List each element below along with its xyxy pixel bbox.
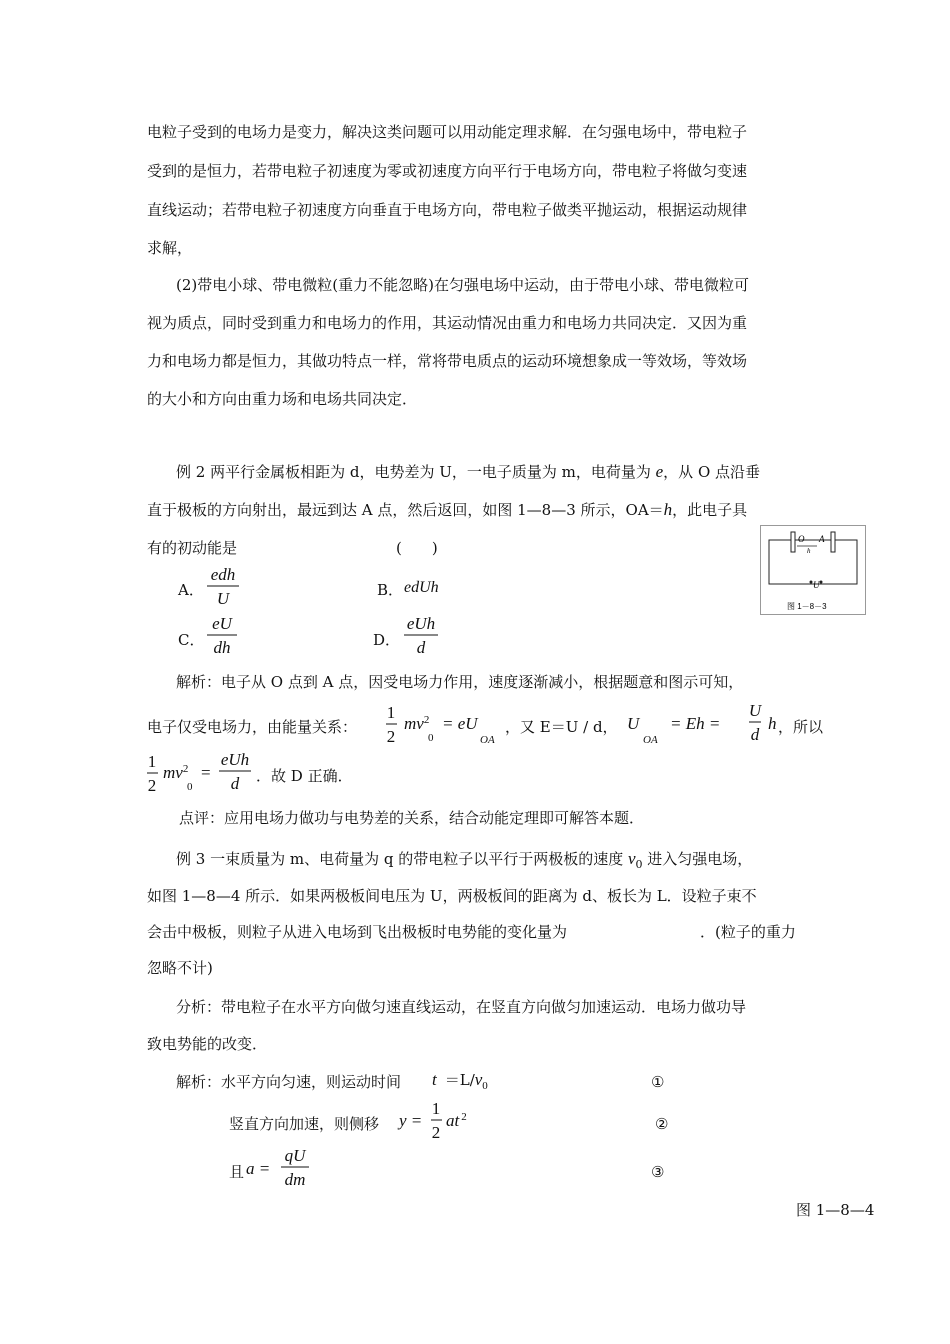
option-b-value: edUh (404, 579, 439, 596)
ex3-step-1: 解析：水平方向匀速，则运动时间 (176, 1073, 402, 1091)
result-mv: $mv^2$ (163, 763, 189, 782)
ex3-analysis-1: 分析：带电粒子在水平方向做匀速直线运动，在竖直方向做匀加速运动．电场力做功导 (176, 998, 747, 1016)
option-a-fraction: edh U (210, 565, 236, 608)
ex2-analysis-line-3: ．故 D 正确． (256, 767, 353, 785)
ex3-step-2: 竖直方向加速，则侧移 (229, 1115, 380, 1133)
result-eq: = (201, 763, 211, 782)
step2-circle: ② (655, 1115, 669, 1133)
eq-eU: = eU (442, 714, 478, 733)
eq-Eh: = Eh = (670, 714, 721, 733)
fig-a-label: A (819, 534, 825, 544)
u-over-d-fraction: U d (748, 701, 762, 744)
step3-a: a = (246, 1159, 271, 1178)
option-b-label: B． (377, 581, 404, 599)
option-c-fraction: eU dh (212, 614, 232, 657)
energy-equation: $mv^2$ (404, 714, 430, 733)
option-d-fraction: eUh d (406, 614, 436, 657)
ex2-analysis-line-2: 电子仅受电场力，由能量关系： (147, 718, 358, 736)
step1-eq: $t =L/v_0$ (432, 1070, 488, 1092)
oa-subscript: OA (480, 734, 495, 746)
ex2-answer-bracket: ( ) (396, 539, 438, 557)
p1-line-1: 电粒子受到的电场力是变力，解决这类问题可以用动能定理求解．在匀强电场中，带电粒子 (147, 123, 748, 141)
ex2-line-1: 例 2 两平行金属板相距为 d，电势差为 U，一电子质量为 m，电荷量为 e，从 O 点沿垂 (176, 462, 761, 481)
step2-at: at $^2$ (446, 1111, 467, 1130)
p2-line-4: 的大小和方向由重力场和电场共同决定． (147, 390, 418, 408)
p2-line-3: 力和电场力都是恒力，其做功特点一样，常将带电质点的运动环境想象成一等效场，等效场 (147, 352, 748, 370)
result-v0-subscript: 0 (187, 781, 193, 793)
fig-h-label: h (807, 547, 811, 555)
ex3-analysis-2: 致电势能的改变． (147, 1035, 268, 1053)
option-c-label: C． (178, 631, 205, 649)
fig-o-label: O (798, 534, 805, 544)
p1-line-3: 直线运动；若带电粒子初速度方向垂直于电场方向，带电粒子做类平抛运动，根据运动规律 (147, 201, 748, 219)
result-fraction: eUh d (220, 750, 250, 793)
step3-circle: ③ (651, 1163, 665, 1181)
fig-u-label: U (813, 580, 820, 590)
ex2-comment: 点评：应用电场力做功与电势差的关系，结合动能定理即可解答本题． (179, 809, 645, 827)
ex2-line-2: 直于极板的方向射出，最远到达 A 点，然后返回，如图 1—8—3 所示，OA＝h，此电子具 (147, 500, 748, 519)
fig-caption-1-8-4: 图 1—8—4 (796, 1201, 875, 1219)
ex3-line-3b: ．(粒子的重力 (700, 923, 796, 941)
ex3-line-3a: 会击中极板，则粒子从进入电场到飞出极板时电势能的变化量为 (147, 923, 568, 941)
p2-line-2: 视为质点，同时受到重力和电场力的作用，其运动情况由重力和电场力共同决定．又因为重 (147, 314, 748, 332)
ex3-line-2: 如图 1—8—4 所示．如果两极板间电压为 U，两极板间的距离为 d、板长为 L．设粒子束不 (147, 887, 757, 905)
fig-caption-1-8-3: 图 1－8－3 (787, 602, 827, 611)
step1-circle: ① (651, 1073, 665, 1091)
option-a-label: A． (178, 581, 204, 599)
ex3-line-1: 例 3 一束质量为 m、电荷量为 q 的带电粒子以平行于两极板的速度 $v_0$ 进入匀强电场， (176, 849, 753, 871)
step2-half-fraction: 1 2 (431, 1099, 441, 1142)
p2-line-1: (2)带电小球、带电微粒(重力不能忽略)在匀强电场中运动，由于带电小球、带电微粒可 (176, 276, 749, 294)
result-half-fraction: 1 2 (147, 752, 157, 795)
ex2-analysis-line-2c: ，所以 (778, 718, 824, 736)
oa-subscript-2: OA (643, 734, 658, 746)
option-d-label: D． (373, 631, 401, 649)
step3-fraction: qU dm (284, 1146, 306, 1189)
energy-half-fraction: 1 2 (386, 703, 396, 746)
step2-y: y = (399, 1111, 423, 1130)
ex2-analysis-line-1: 解析：电子从 O 点到 A 点，因受电场力作用，速度逐渐减小，根据题意和图示可知， (176, 673, 744, 691)
ex3-step-3: 且 (229, 1163, 245, 1181)
p1-line-4: 求解， (147, 239, 193, 257)
v0-subscript: 0 (428, 732, 434, 744)
ex2-line-3: 有的初动能是 (147, 539, 238, 557)
ex2-analysis-line-2b: ，又 E＝U / d， (505, 718, 618, 736)
u-oa: U (627, 714, 640, 733)
ex3-line-4: 忽略不计) (147, 959, 213, 977)
h-symbol: h (768, 714, 777, 733)
p1-line-2: 受到的是恒力，若带电粒子初速度为零或初速度方向平行于电场方向，带电粒子将做匀变速 (147, 162, 748, 180)
